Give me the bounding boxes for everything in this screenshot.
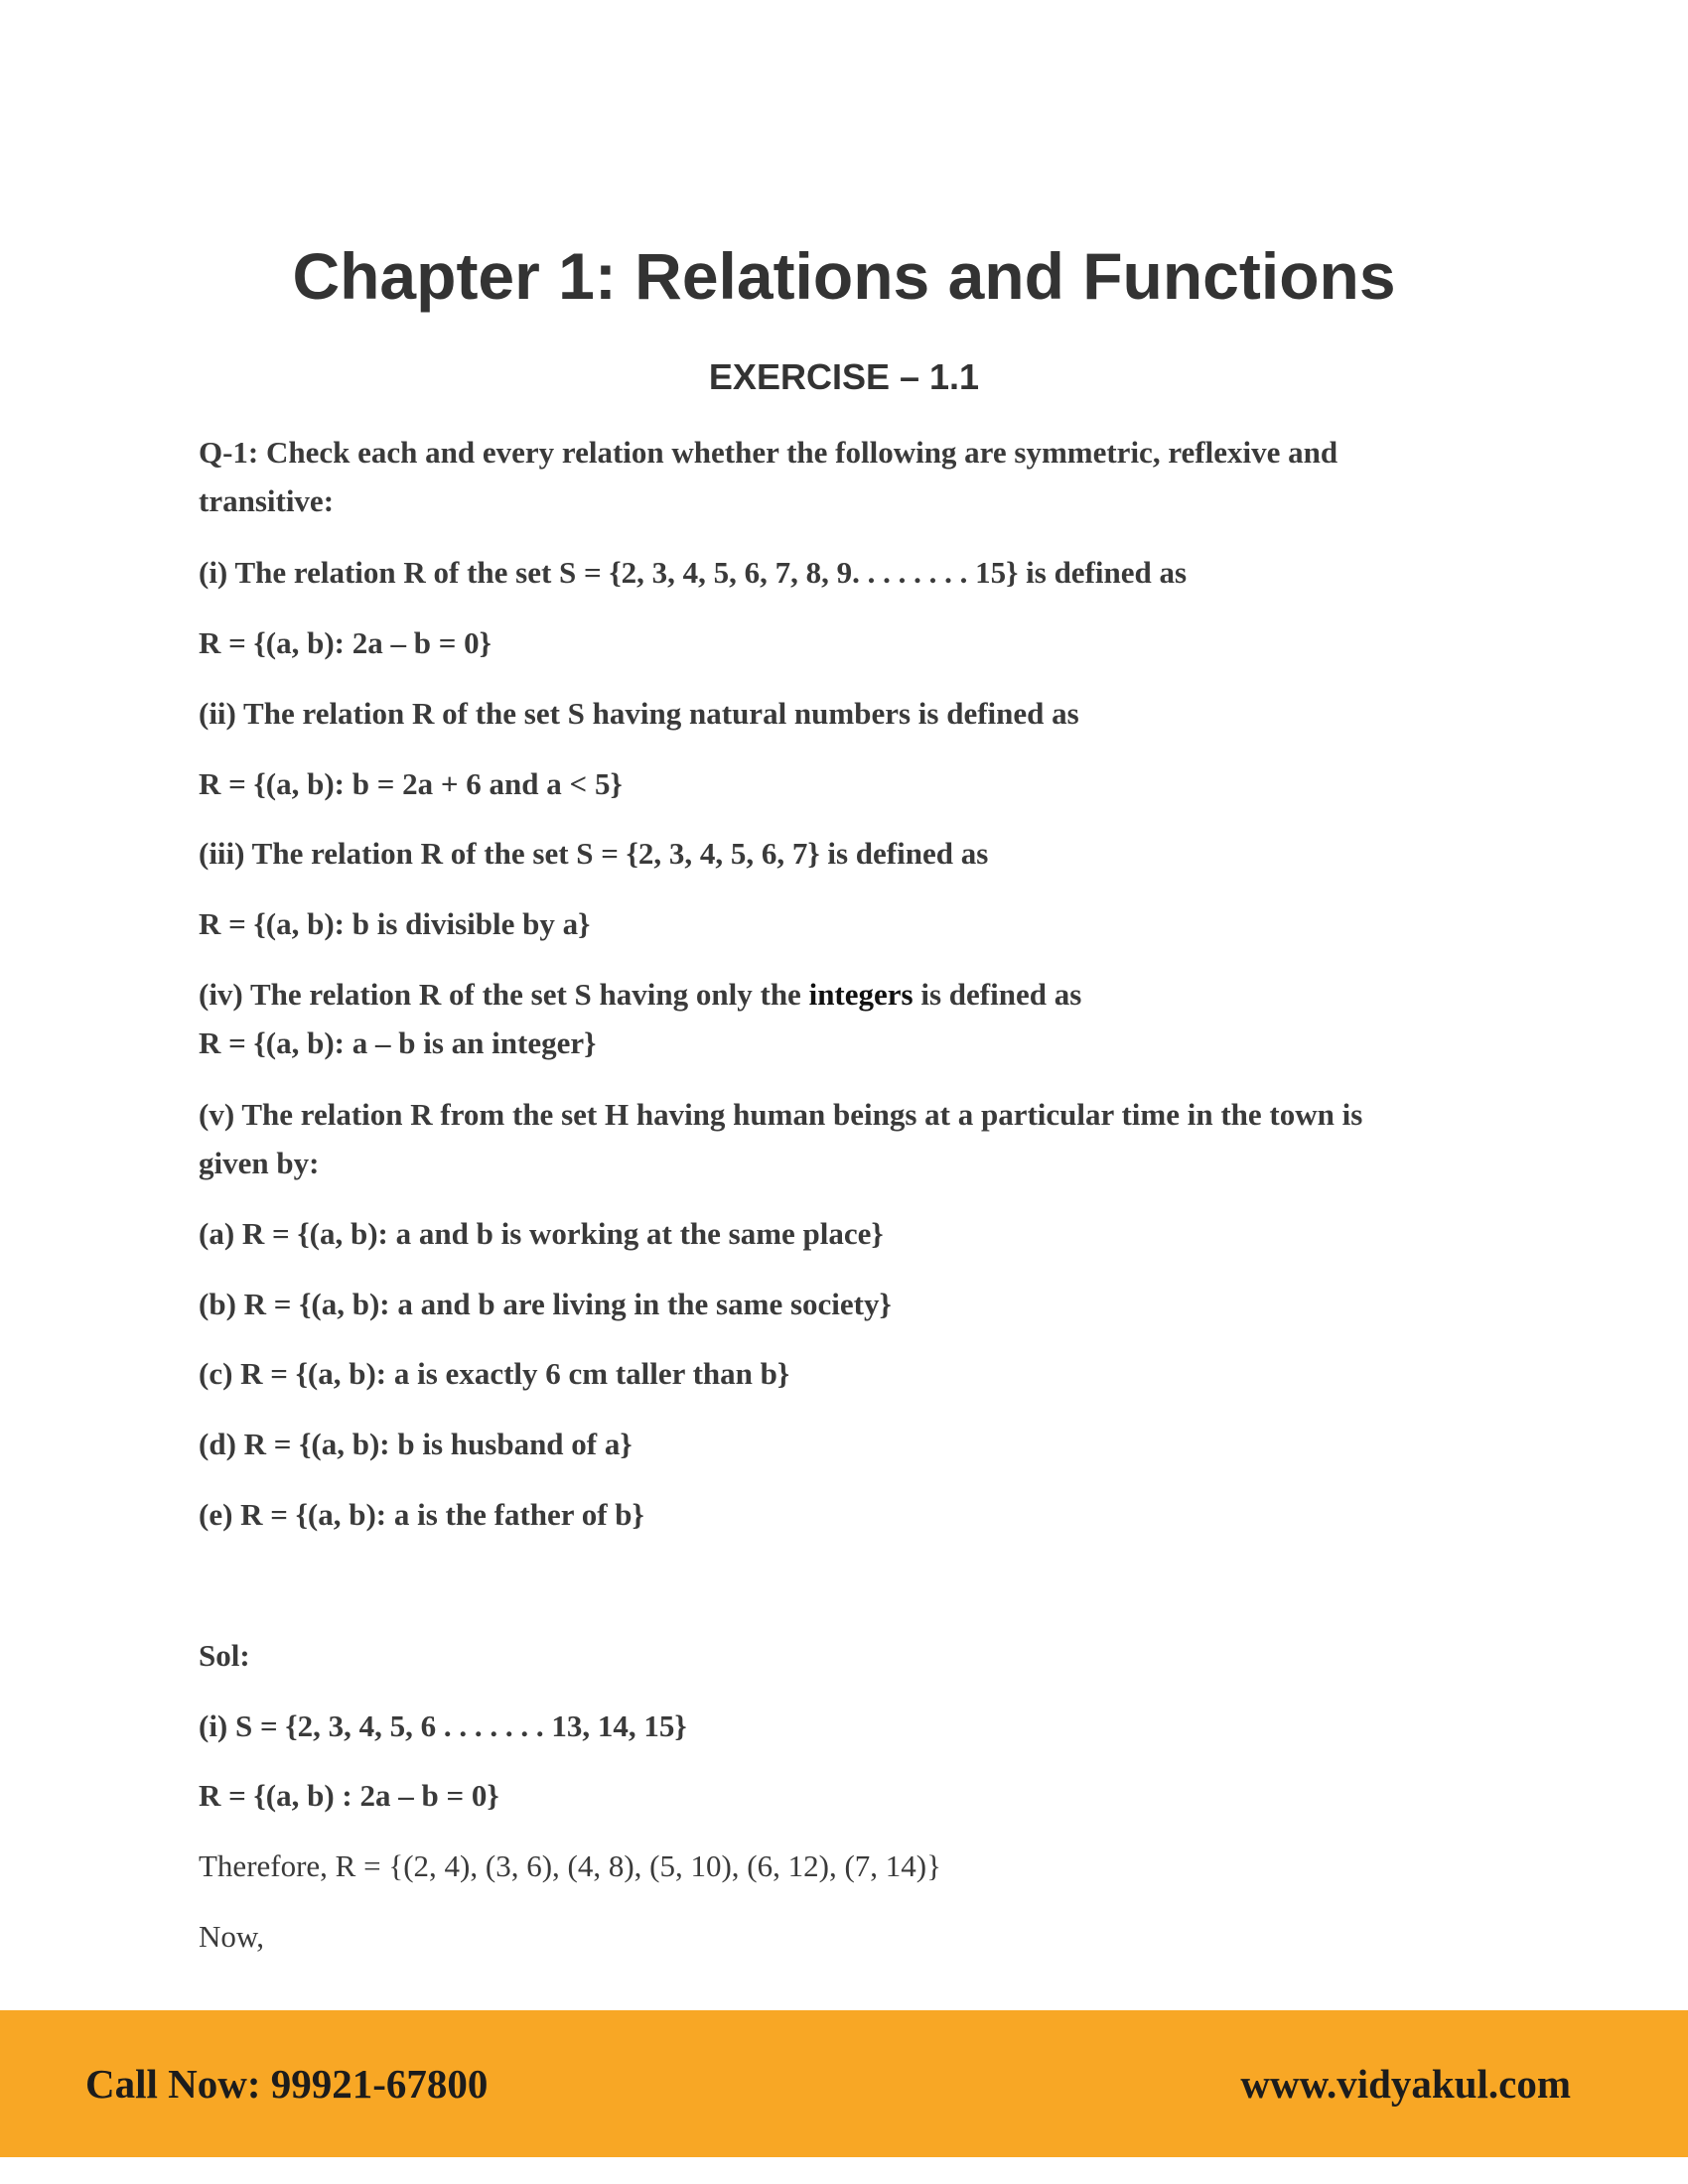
question-sub-d: (d) R = {(a, b): b is husband of a} xyxy=(199,1427,633,1461)
question-sub-c: (c) R = {(a, b): a is exactly 6 cm taller than b} xyxy=(199,1356,790,1391)
solution-therefore: Therefore, R = {(2, 4), (3, 6), (4, 8), (5, 10), (6, 12), (7, 14)} xyxy=(199,1848,941,1883)
question-part-v-line-1: (v) The relation R from the set H having human beings at a particular time in the town is xyxy=(199,1097,1363,1132)
question-sub-a: (a) R = {(a, b): a and b is working at the same place} xyxy=(199,1216,884,1251)
footer-website-link[interactable]: www.vidyakul.com xyxy=(1240,2061,1571,2107)
question-part-ii: (ii) The relation R of the set S having natural numbers is defined as xyxy=(199,696,1079,731)
footer-phone[interactable]: Call Now: 99921-67800 xyxy=(85,2061,489,2107)
question-part-iii-definition: R = {(a, b): b is divisible by a} xyxy=(199,906,591,941)
question-part-iv-tail: is defined as xyxy=(913,977,1082,1012)
question-part-iii: (iii) The relation R of the set S = {2, 3, 4, 5, 6, 7} is defined as xyxy=(199,836,989,871)
solution-label: Sol: xyxy=(199,1638,250,1673)
question-part-ii-definition: R = {(a, b): b = 2a + 6 and a < 5} xyxy=(199,766,623,801)
question-line-2: transitive: xyxy=(199,483,335,518)
question-part-i-definition: R = {(a, b): 2a – b = 0} xyxy=(199,625,492,660)
question-part-iv-keyword: integers xyxy=(808,977,914,1012)
question-sub-b: (b) R = {(a, b): a and b are living in the same society} xyxy=(199,1287,892,1321)
question-part-v-line-2: given by: xyxy=(199,1146,320,1180)
question-part-i: (i) The relation R of the set S = {2, 3, 4, 5, 6, 7, 8, 9. . . . . . . . 15} is defined as xyxy=(199,555,1188,590)
question-part-iv xyxy=(199,975,1081,1015)
exercise-heading: EXERCISE – 1.1 xyxy=(708,356,980,397)
question-part-iv-definition: R = {(a, b): a – b is an integer} xyxy=(199,1025,597,1060)
chapter-title: Chapter 1: Relations and Functions xyxy=(292,239,1396,313)
solution-relation-i: R = {(a, b) : 2a – b = 0} xyxy=(199,1778,499,1813)
solution-set-i: (i) S = {2, 3, 4, 5, 6 . . . . . . . 13, 14, 15} xyxy=(199,1708,687,1743)
solution-now: Now, xyxy=(199,1919,265,1954)
question-line-1: Q-1: Check each and every relation whether the following are symmetric, reflexive and xyxy=(199,435,1338,470)
footer-banner xyxy=(0,2010,1688,2157)
question-sub-e: (e) R = {(a, b): a is the father of b} xyxy=(199,1497,644,1532)
question-part-iv-lead: (iv) The relation R of the set S having only the xyxy=(199,977,809,1012)
